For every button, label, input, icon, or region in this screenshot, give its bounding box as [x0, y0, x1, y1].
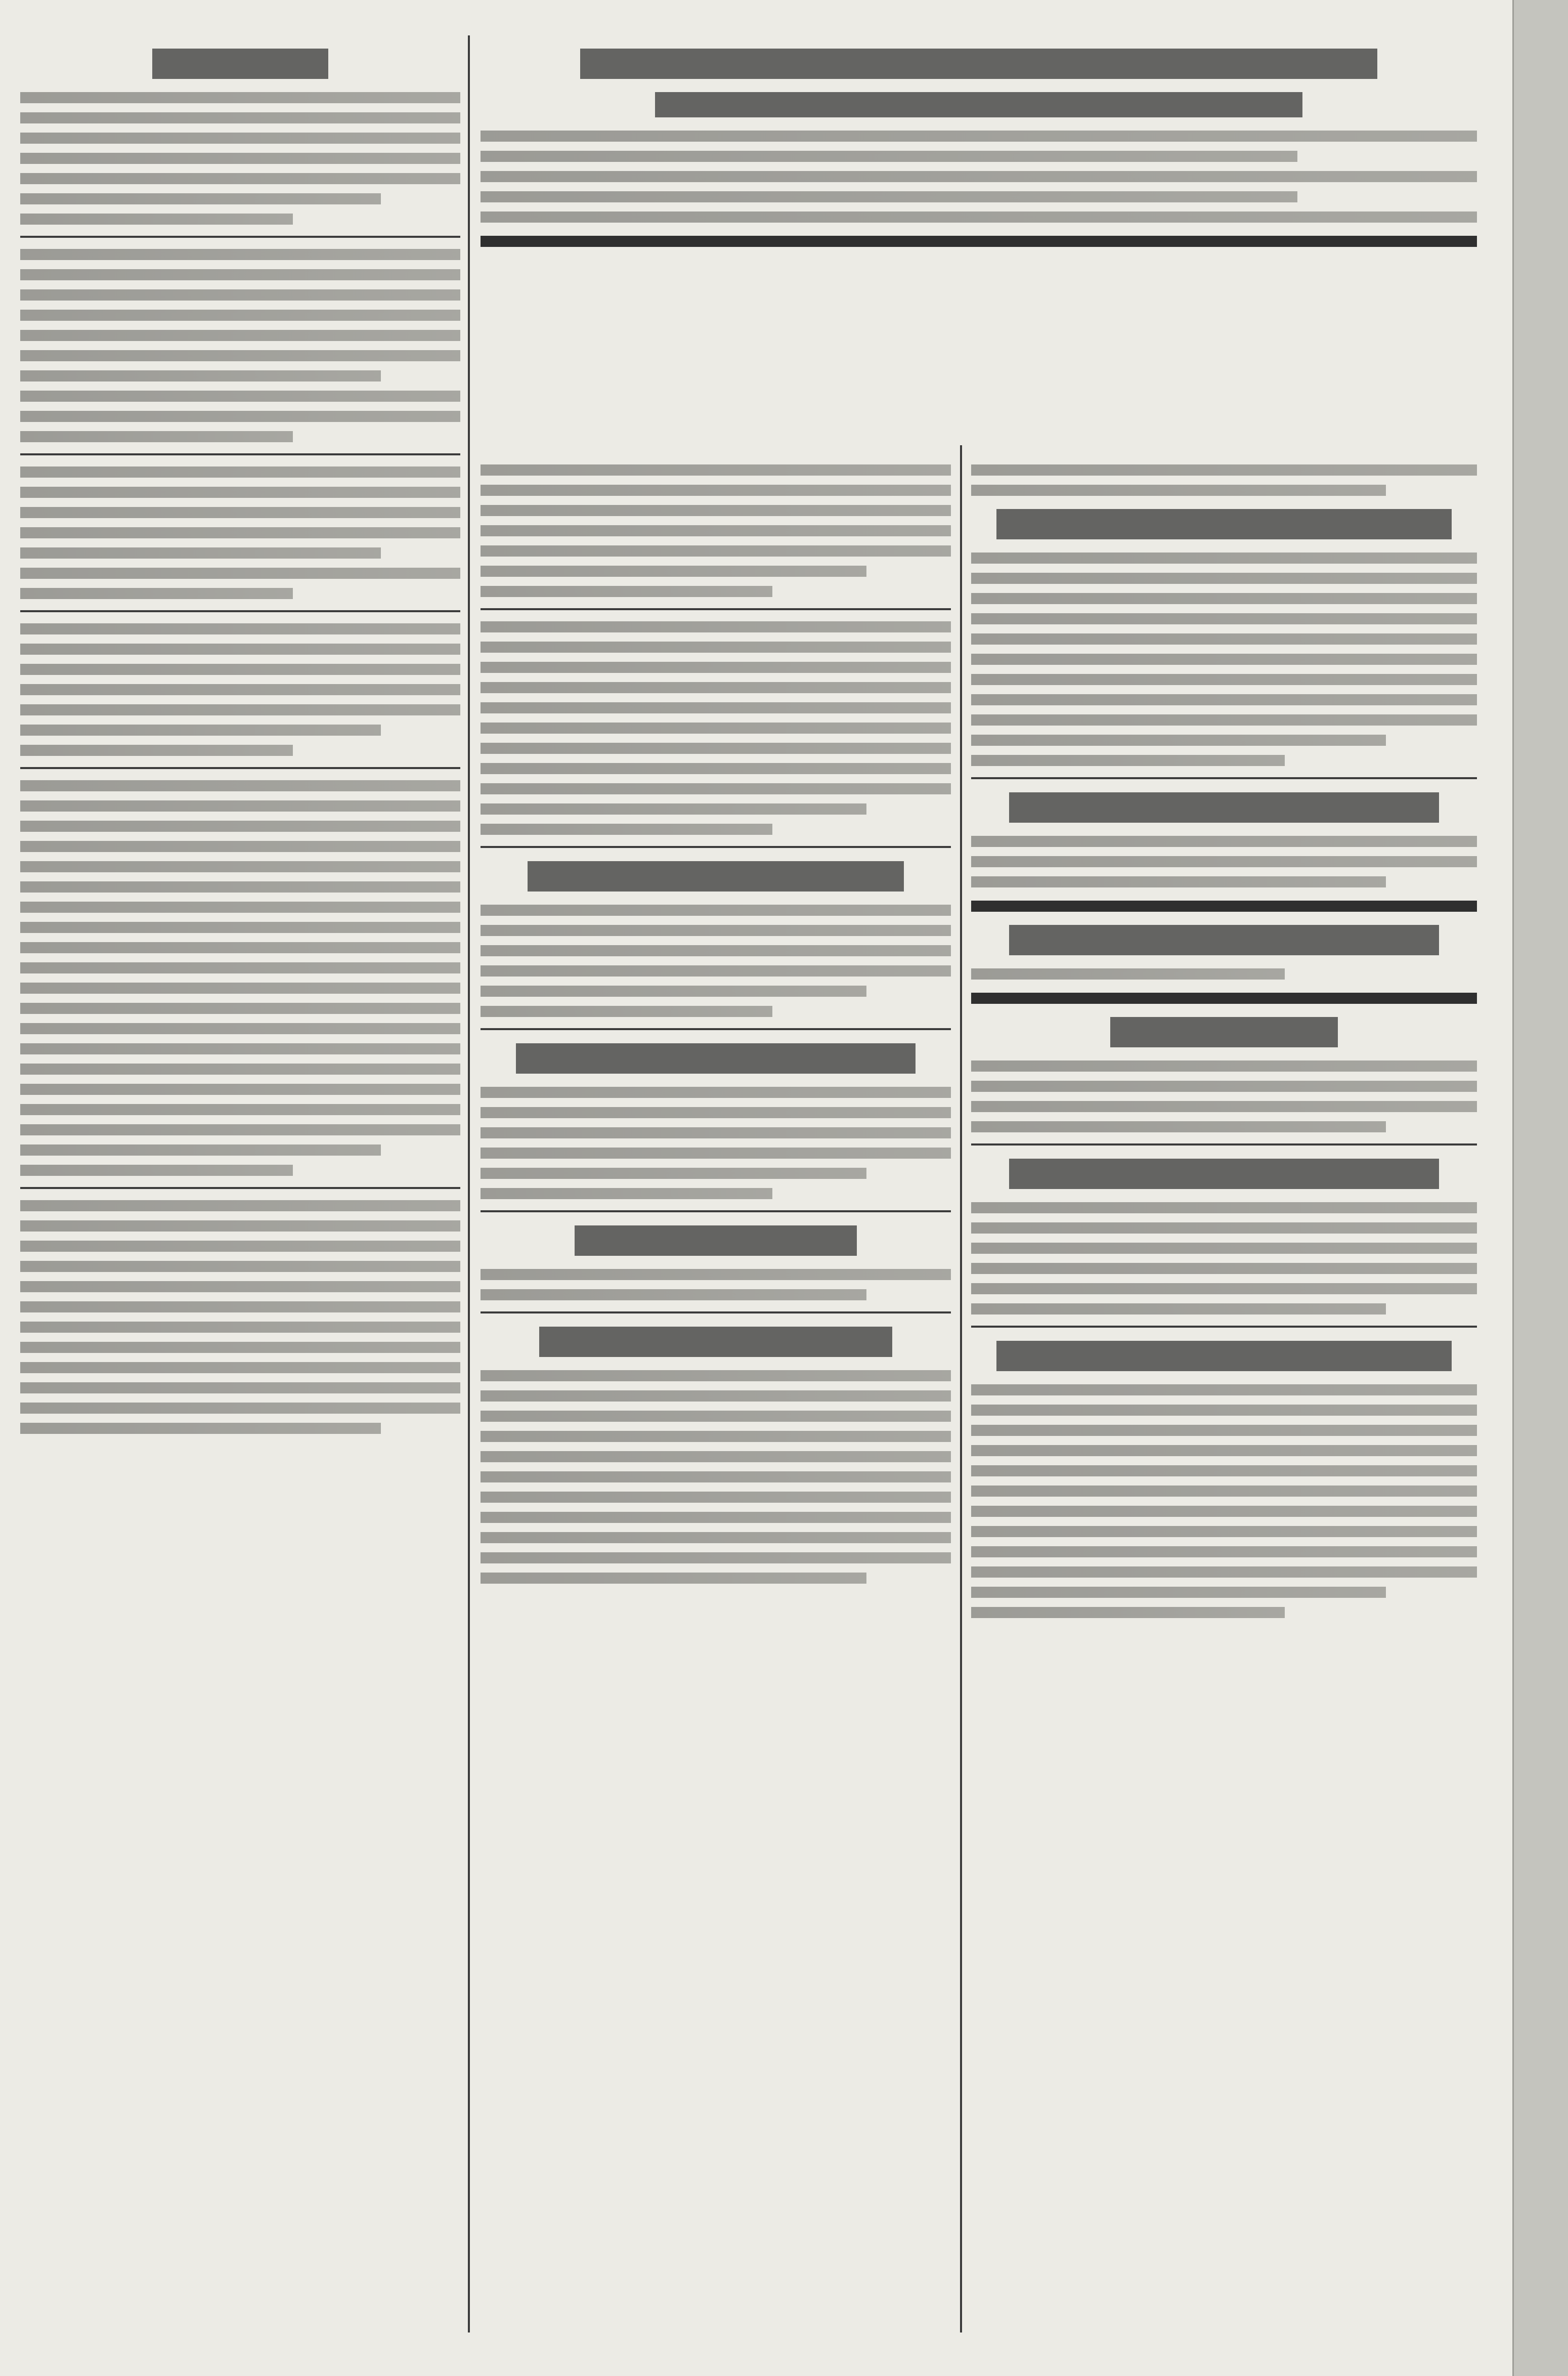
column-heading [152, 49, 328, 79]
page-edge [1512, 0, 1568, 2376]
notice [481, 1269, 951, 1300]
notice [20, 466, 460, 599]
column-right [971, 455, 1477, 1628]
banner-subheadline [655, 92, 1303, 117]
notice [20, 92, 460, 225]
notice [971, 1060, 1477, 1132]
notice [481, 905, 951, 1017]
notice [20, 249, 460, 442]
notice [971, 1202, 1477, 1314]
notice [20, 780, 460, 1176]
notice [481, 1370, 951, 1584]
top-advertisement-banner [481, 35, 1477, 260]
notice [481, 464, 951, 597]
column-rule-2 [960, 445, 962, 2332]
notice [20, 1200, 460, 1434]
banner-headline [580, 49, 1377, 79]
notice [971, 1384, 1477, 1618]
column-left [20, 35, 460, 1444]
notice [481, 621, 951, 835]
notice [20, 623, 460, 756]
notice [971, 836, 1477, 887]
column-rule-1 [468, 35, 470, 2332]
column-middle [481, 455, 951, 1594]
notice [481, 1087, 951, 1199]
notice [971, 464, 1477, 766]
banner-rule [481, 236, 1477, 247]
